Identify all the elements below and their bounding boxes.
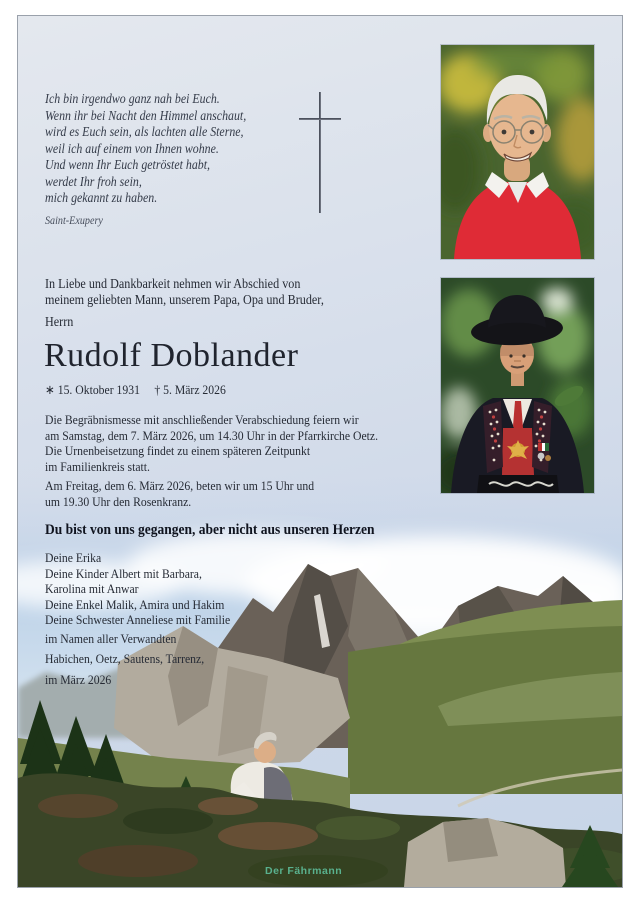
life-dates bbox=[45, 382, 226, 398]
poem-line: Und wenn Ihr Euch getröstet habt, bbox=[45, 157, 210, 172]
deceased-name: Rudolf Doblander bbox=[44, 337, 299, 374]
photographer-watermark: Der Fährmann bbox=[265, 865, 343, 877]
birth-date: ∗ 15. Oktober 1931 bbox=[45, 382, 140, 397]
rosary-prayer-text bbox=[45, 478, 314, 509]
service-line: Die Urnenbeisetzung findet zu einem späteren Zeitpunkt bbox=[45, 443, 311, 458]
family-line: im Namen aller Verwandten bbox=[45, 630, 177, 646]
family-line: Deine Enkel Malik, Amira und Hakim bbox=[45, 596, 225, 612]
poem-attribution: Saint-Exupery bbox=[45, 214, 103, 227]
family-line: Deine Kinder Albert mit Barbara, bbox=[45, 565, 202, 581]
poem-line: wird es Euch sein, als lachten alle Sterne, bbox=[45, 124, 244, 139]
family-line: im März 2026 bbox=[45, 671, 112, 687]
poem-line: werdet Ihr froh sein, bbox=[45, 173, 142, 189]
family-line: Habichen, Oetz, Sautens, Tarrenz, bbox=[45, 651, 205, 666]
prayer-line: Am Freitag, dem 6. März 2026, beten wir um 15 Uhr und bbox=[45, 478, 315, 493]
poem-line: Wenn ihr bei Nacht den Himmel anschaut, bbox=[45, 107, 247, 123]
service-line: Die Begräbnismesse mit anschließender Verabschiedung feiern wir bbox=[45, 412, 359, 427]
prayer-line: um 19.30 Uhr den Rosenkranz. bbox=[45, 493, 192, 509]
family-line: Deine Schwester Anneliese mit Familie bbox=[45, 612, 231, 627]
funeral-service-text bbox=[45, 412, 378, 474]
poem-line: mich gekannt zu haben. bbox=[45, 190, 158, 205]
cross-vertical-bar bbox=[319, 92, 321, 213]
cross-horizontal-bar bbox=[299, 118, 341, 120]
portrait-photo-red-sweater bbox=[441, 45, 594, 259]
mourning-family-list bbox=[45, 550, 230, 687]
memorial-card bbox=[17, 15, 623, 888]
service-line: am Samstag, dem 7. März 2026, um 14.30 Uhr in der Pfarrkirche Oetz. bbox=[45, 427, 379, 443]
poem-line: Ich bin irgendwo ganz nah bei Euch. bbox=[45, 91, 220, 106]
portrait-photo-traditional-costume bbox=[441, 278, 594, 493]
intro-text bbox=[45, 276, 324, 330]
family-line: Deine Erika bbox=[45, 550, 102, 565]
farewell-motto: Du bist von uns gegangen, aber nicht aus unseren Herzen bbox=[45, 522, 375, 538]
service-line: im Familienkreis statt. bbox=[45, 458, 150, 474]
intro-line: Herrn bbox=[45, 314, 74, 329]
family-line: Karolina mit Anwar bbox=[45, 581, 139, 596]
death-date: † 5. März 2026 bbox=[154, 382, 226, 397]
intro-line: In Liebe und Dankbarkeit nehmen wir Abschied von bbox=[45, 276, 301, 291]
farewell-poem bbox=[45, 91, 246, 229]
poem-line: weil ich auf einem von Ihnen wohne. bbox=[45, 140, 219, 156]
intro-line: meinem geliebten Mann, unserem Papa, Opa und Bruder, bbox=[45, 292, 324, 307]
